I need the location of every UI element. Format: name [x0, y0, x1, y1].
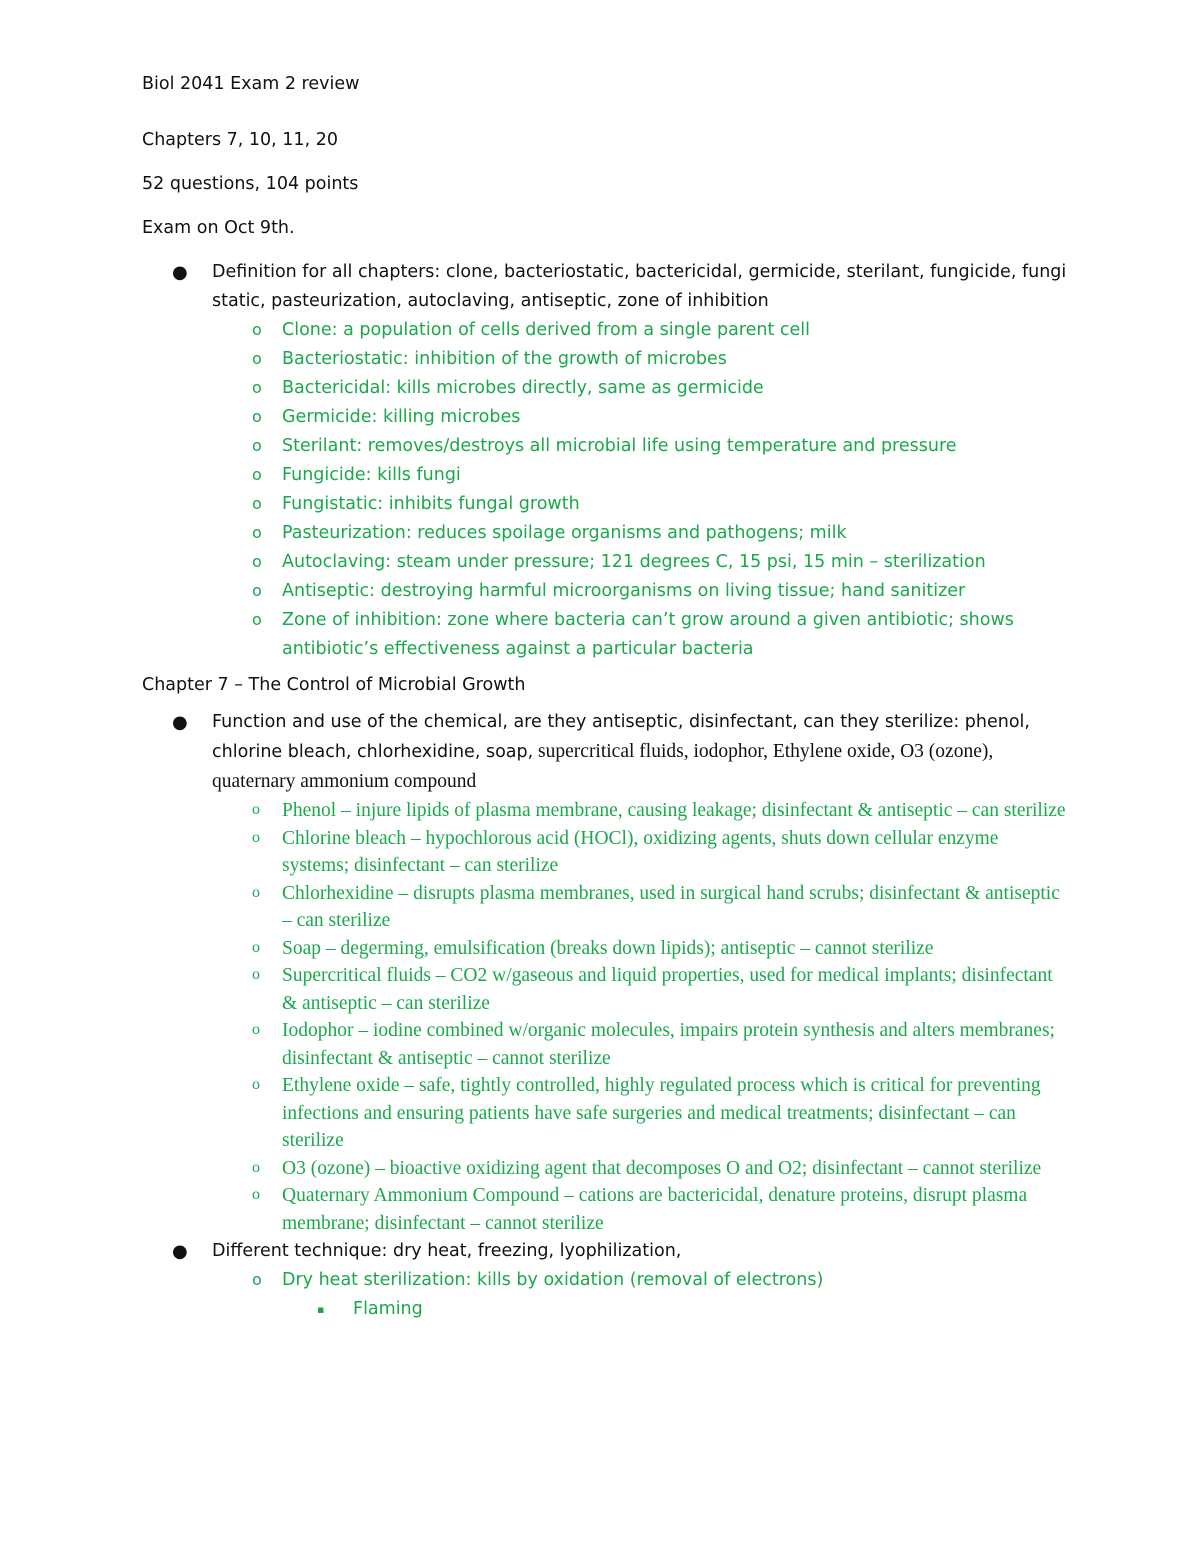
definition-text: Antiseptic: destroying harmful microorganisms on living tissue; hand sanitizer — [282, 581, 966, 601]
circle-bullet-icon: o — [252, 494, 262, 513]
chemical-item — [142, 1182, 1067, 1237]
circle-bullet-icon: o — [252, 883, 260, 901]
definition-item — [142, 548, 1067, 577]
definition-text: Sterilant: removes/destroys all microbial life using temperature and pressure — [282, 436, 957, 456]
chemical-item — [142, 825, 1067, 880]
document-page — [142, 70, 1067, 1324]
chemical-text: Quaternary Ammonium Compound – cations are bactericidal, denature proteins, disrupt plasma membrane; disinfectant – cannot sterilize — [282, 1185, 1028, 1234]
chemical-text: Supercritical fluids – CO2 w/gaseous and liquid properties, used for medical implants; disinfectant & antiseptic – can sterilize — [282, 965, 1053, 1014]
chemical-text: Phenol – injure lipids of plasma membrane, causing leakage; disinfectant & antiseptic – can sterilize — [282, 800, 1066, 821]
definition-item — [142, 577, 1067, 606]
definition-item — [142, 606, 1067, 664]
definition-item — [142, 345, 1067, 374]
circle-bullet-icon: o — [252, 1186, 260, 1203]
circle-bullet-icon: o — [252, 320, 262, 339]
circle-bullet-icon: o — [252, 552, 262, 571]
circle-bullet-icon: o — [252, 436, 262, 455]
chemical-item — [142, 1155, 1067, 1183]
chemical-item — [142, 1072, 1067, 1155]
circle-bullet-icon: o — [252, 828, 260, 846]
techniques-intro: Different technique: dry heat, freezing, lyophilization, — [212, 1241, 682, 1261]
bullet-icon: ● — [172, 262, 188, 283]
questions-line: 52 questions, 104 points — [142, 174, 359, 194]
definition-item — [142, 374, 1067, 403]
definition-text: Clone: a population of cells derived from a single parent cell — [282, 320, 811, 340]
circle-bullet-icon: o — [252, 407, 262, 426]
chemical-item — [142, 962, 1067, 1017]
definitions-intro-item — [142, 258, 1067, 316]
sub-technique-text: Flaming — [353, 1299, 423, 1319]
bullet-icon: ● — [172, 1241, 188, 1262]
chapters-line: Chapters 7, 10, 11, 20 — [142, 130, 338, 150]
circle-bullet-icon: o — [252, 938, 260, 956]
circle-bullet-icon: o — [252, 610, 262, 629]
chemical-item — [142, 880, 1067, 935]
techniques-intro-item — [142, 1237, 1067, 1266]
definitions-intro: Definition for all chapters: clone, bacteriostatic, bactericidal, germicide, sterilant, fungicide, fungi static, pasteurization, autoclaving, antiseptic, zone of inhibition — [212, 262, 1067, 311]
chemical-text: Chlorhexidine – disrupts plasma membranes, used in surgical hand scrubs; disinfectant & antiseptic – can sterilize — [282, 882, 1060, 931]
definition-text: Zone of inhibition: zone where bacteria can’t grow around a given antibiotic; shows antibiotic’s effectiveness against a particular bacteria — [282, 610, 1014, 659]
bullet-icon: ● — [172, 712, 188, 733]
circle-bullet-icon: o — [252, 1270, 262, 1289]
technique-text: Dry heat sterilization: kills by oxidation (removal of electrons) — [282, 1270, 824, 1290]
chemical-text: Chlorine bleach – hypochlorous acid (HOCl), oxidizing agents, shuts down cellular enzyme systems; disinfectant – can sterilize — [282, 827, 999, 876]
definition-item — [142, 403, 1067, 432]
chemical-text: Ethylene oxide – safe, tightly controlled, highly regulated process which is critical for preventing infections and ensuring patients have safe surgeries and medical treatments; disinfectant – can sterilize — [282, 1075, 1041, 1151]
chapter-7-list — [142, 708, 1067, 1324]
circle-bullet-icon: o — [252, 1158, 260, 1176]
chemical-text: Iodophor – iodine combined w/organic molecules, impairs protein synthesis and alters membranes; disinfectant & antiseptic – cannot sterilize — [282, 1020, 1055, 1069]
circle-bullet-icon: o — [252, 349, 262, 368]
circle-bullet-icon: o — [252, 1076, 260, 1093]
circle-bullet-icon: o — [252, 378, 262, 397]
exam-date-line: Exam on Oct 9th. — [142, 218, 295, 238]
definition-text: Bacteriostatic: inhibition of the growth of microbes — [282, 349, 727, 369]
chemical-text: O3 (ozone) – bioactive oxidizing agent that decomposes O and O2; disinfectant – cannot sterilize — [282, 1157, 1042, 1179]
definitions-list — [142, 258, 1067, 664]
definition-text: Germicide: killing microbes — [282, 407, 521, 427]
circle-bullet-icon: o — [252, 1021, 260, 1038]
definition-text: Fungistatic: inhibits fungal growth — [282, 494, 580, 514]
chemical-text: Soap – degerming, emulsification (breaks down lipids); antiseptic – cannot sterilize — [282, 937, 934, 959]
chemical-item — [142, 797, 1067, 825]
definition-text: Fungicide: kills fungi — [282, 465, 461, 485]
definition-item — [142, 432, 1067, 461]
definition-text: Autoclaving: steam under pressure; 121 degrees C, 15 psi, 15 min – sterilization — [282, 552, 986, 572]
circle-bullet-icon: o — [252, 966, 260, 983]
definition-item — [142, 461, 1067, 490]
definition-item — [142, 490, 1067, 519]
definition-text: Pasteurization: reduces spoilage organisms and pathogens; milk — [282, 523, 847, 543]
sub-technique-item — [142, 1295, 1067, 1324]
circle-bullet-icon: o — [252, 581, 262, 600]
document-title: Biol 2041 Exam 2 review — [142, 74, 360, 94]
technique-item — [142, 1266, 1067, 1295]
chemical-item — [142, 935, 1067, 963]
chemical-item — [142, 1017, 1067, 1072]
chemicals-intro-item — [142, 708, 1067, 797]
chemicals-intro: Function and use of the chemical, are they antiseptic, disinfectant, can they sterilize: phenol, chlorine bleach, chlorhexidine, soap, — [212, 712, 1030, 762]
definition-item — [142, 316, 1067, 345]
circle-bullet-icon: o — [252, 465, 262, 484]
chemicals-intro-serif: supercritical fluids, iodophor, Ethylene oxide, O3 (ozone), quaternary ammonium compound — [212, 741, 994, 792]
definition-item — [142, 519, 1067, 548]
definition-text: Bactericidal: kills microbes directly, same as germicide — [282, 378, 764, 398]
chapter-7-heading: Chapter 7 – The Control of Microbial Growth — [142, 675, 526, 695]
circle-bullet-icon: o — [252, 523, 262, 542]
square-bullet-icon: ▪ — [317, 1303, 325, 1316]
circle-bullet-icon: o — [252, 801, 260, 818]
